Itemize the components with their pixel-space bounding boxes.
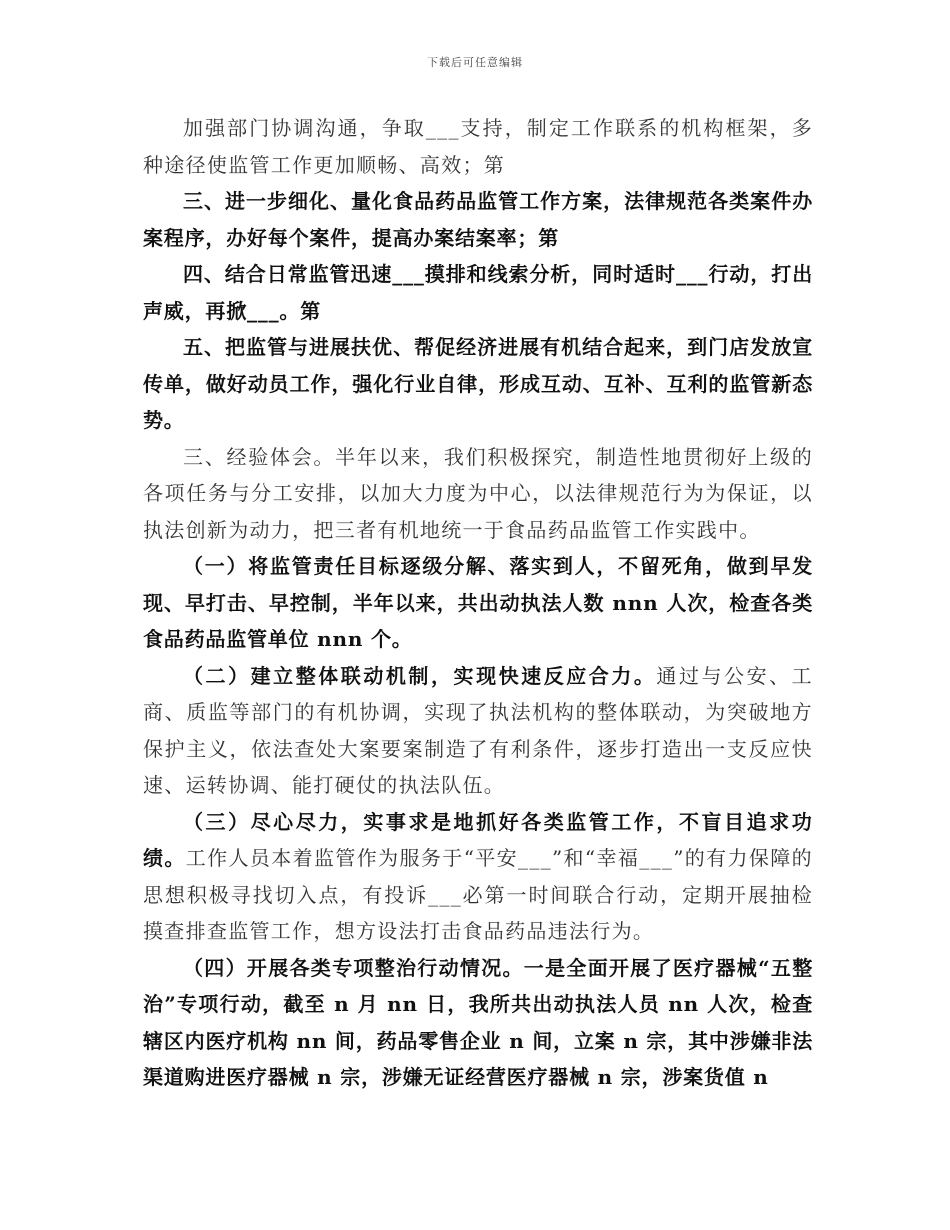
paragraph-item-five: 五、把监管与进展扶优、帮促经济进展有机结合起来，到门店发放宣传单，做好动员工作，强化行业自律，形成互动、互补、互利的监管新态势。 xyxy=(143,335,813,432)
paragraph-sub-one: （一）将监管责任目标逐级分解、落实到人，不留死角，做到早发现、早打击、早控制，半年以来，共出动执法人数 nnn 人次，检查各类食品药品监管单位 nnn 个。 xyxy=(143,554,813,651)
paragraph-coordination: 加强部门协调沟通，争取___支持，制定工作联系的机构框架，多种途径使监管工作更加顺畅、高效；第 xyxy=(143,116,813,177)
paragraph-sub-three-body: 工作人员本着监管作为服务于“平安___”和“幸福___”的有力保障的思想积极寻找切入点，有投诉___必第一时间联合行动，定期开展抽检摸查排查监管工作，想方设法打击食品药品违法行为。 xyxy=(143,846,813,943)
document-body xyxy=(143,110,813,1096)
paragraph-sub-three xyxy=(143,804,813,950)
paragraph-sub-two xyxy=(143,658,813,804)
paragraph-sub-two-body: 通过与公安、工商、质监等部门的有机协调，实现了执法机构的整体联动，为突破地方保护主义，依法查处大案要案制造了有利条件，逐步打造出一支反应快速、运转协调、能打硬仗的执法队伍。 xyxy=(143,663,813,797)
paragraph-experience: 三、经验体会。半年以来，我们积极探究，制造性地贯彻好上级的各项任务与分工安排，以加大力度为中心，以法律规范行为为保证，以执法创新为动力，把三者有机地统一于食品药品监管工作实践中。 xyxy=(143,444,813,542)
paragraph-item-four: 四、结合日常监管迅速___摸排和线索分析，同时适时___行动，打出声威，再掀___。第 xyxy=(143,262,813,323)
paragraph-item-three: 三、进一步细化、量化食品药品监管工作方案，法律规范各类案件办案程序，办好每个案件，提高办案结案率；第 xyxy=(143,189,813,250)
paragraph-sub-two-heading: （二）建立整体联动机制，实现快速反应合力。 xyxy=(183,663,657,688)
paragraph-sub-four: （四）开展各类专项整治行动情况。一是全面开展了医疗器械“五整治”专项行动，截至 n 月 nn 日，我所共出动执法人员 nn 人次，检查辖区内医疗机构 nn 间，药品零售企业 n 间，立案 n 宗，其中涉嫌非法渠道购进医疗器械 n 宗，涉嫌无证经营医疗器械 n 宗，涉案货值 n xyxy=(143,955,813,1089)
paragraph-sub-three-heading: （三）尽心尽力，实事求是地抓好各类监管工作，不盲目追求功绩。 xyxy=(143,809,813,870)
page-header: 下载后可任意编辑 xyxy=(427,56,523,69)
